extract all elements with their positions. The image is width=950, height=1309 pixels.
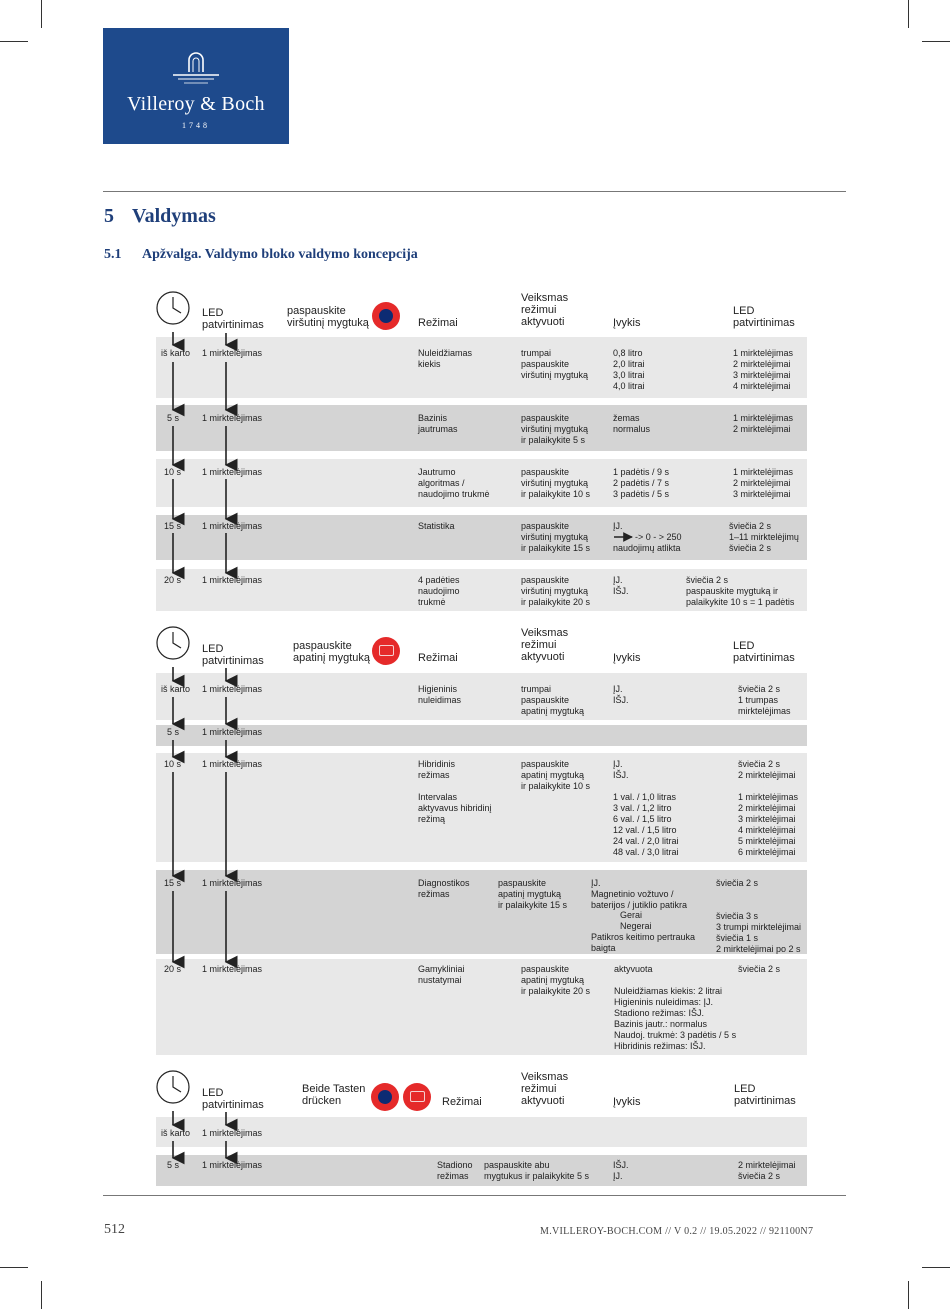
row-led-blink: 1 mirktelėjimas (202, 727, 263, 737)
row-action: paspauskite viršutinį mygtuką ir palaikykite 10 s (521, 467, 591, 499)
page-number: 512 (104, 1222, 125, 1237)
row-led: šviečia 2 s 1 trumpas mirktelėjimas (738, 684, 791, 716)
subsection-number: 5.1 (104, 247, 122, 262)
header-led-confirmation: LED patvirtinimas (734, 1083, 796, 1107)
row-event: ĮJ. (613, 521, 623, 531)
row-event: ĮJ. Magnetinio vožtuvo / baterijos / jutiklio patikra (591, 878, 688, 910)
row-led-blink: 1 mirktelėjimas (202, 521, 263, 531)
subsection-title: Apžvalga. Valdymo bloko valdymo koncepcija (142, 247, 418, 262)
header-led: LED patvirtinimas (202, 643, 264, 667)
row-led-blink: 1 mirktelėjimas (202, 759, 263, 769)
row-event: Gerai Negerai (620, 910, 652, 931)
row-mode: Higieninis nuleidimas (418, 684, 462, 705)
row-led: šviečia 3 s 3 trumpi mirktelėjimai šviečia 1 s 2 mirktelėjimai po 2 s (716, 911, 802, 954)
row-led: šviečia 2 s (716, 878, 759, 888)
row-led-blink: 1 mirktelėjimas (202, 413, 263, 423)
row-led: šviečia 2 s (738, 964, 781, 974)
row-mode: Nuleidžiamas kiekis (418, 348, 473, 369)
row-mode: Intervalas aktyvavus hibridinį režimą (418, 792, 492, 824)
row-action: paspauskite viršutinį mygtuką ir palaikykite 20 s (521, 575, 591, 607)
row-led: šviečia 2 s 2 mirktelėjimai (738, 759, 796, 780)
row-event: -> 0 - > 250 (635, 532, 682, 542)
row-event: Patikros keitimo pertrauka baigta (591, 932, 696, 953)
brand-year: 1748 (182, 121, 210, 130)
header-led-confirmation: LED patvirtinimas (733, 305, 795, 329)
row-time: 5 s (167, 413, 180, 423)
row-mode: 4 padėties naudojimo trukmė (418, 575, 460, 607)
row-time: 5 s (167, 727, 180, 737)
header-modes: Režimai (418, 652, 458, 664)
header-press-both: Beide Tasten drücken (302, 1083, 366, 1107)
row-action: paspauskite viršutinį mygtuką ir palaikykite 15 s (521, 521, 591, 553)
row-time: 15 s (164, 521, 182, 531)
row-mode: Hibridinis režimas (418, 759, 456, 780)
row-action: paspauskite apatinį mygtuką ir palaikykite 20 s (521, 964, 591, 996)
clock-icon (156, 1070, 190, 1104)
header-press-top: paspauskite viršutinį mygtuką (287, 305, 369, 329)
row-event: ĮJ. IŠJ. (613, 759, 629, 780)
row-led-blink: 1 mirktelėjimas (202, 684, 263, 694)
row-mode: Bazinis jautrumas (418, 413, 458, 434)
header-modes: Režimai (442, 1096, 482, 1108)
row-mode: Jautrumo algoritmas / naudojimo trukmė (418, 467, 490, 499)
row-led: 1 mirktelėjimas 2 mirktelėjimai (733, 413, 794, 434)
row-led: 1 mirktelėjimas 2 mirktelėjimai 3 mirktelėjimai 4 mirktelėjimai 5 mirktelėjimai 6 mirktelėjimai (738, 792, 799, 857)
row-event: ĮJ. IŠJ. (613, 575, 629, 596)
clock-icon (156, 291, 190, 325)
bottom-button-icon (372, 637, 400, 665)
header-action: Veiksmas režimui aktyvuoti (521, 1071, 569, 1107)
footer-meta: M.VILLEROY-BOCH.COM // V 0.2 // 19.05.2022 // 921100N7 (540, 1226, 814, 1237)
row-event: aktyvuota (614, 964, 653, 974)
row-time: iš karto (161, 1128, 191, 1138)
row-led: šviečia 2 s 1–11 mirktelėjimų šviečia 2 s (729, 521, 799, 553)
row-time: 10 s (164, 467, 182, 477)
row-event: IŠJ. ĮJ. (613, 1160, 629, 1181)
header-led: LED patvirtinimas (202, 307, 264, 331)
row-led-blink: 1 mirktelėjimas (202, 575, 263, 585)
row-led-blink: 1 mirktelėjimas (202, 348, 263, 358)
row-action: trumpai paspauskite viršutinį mygtuką (521, 348, 589, 380)
row-led: 1 mirktelėjimas 2 mirktelėjimai 3 mirktelėjimai (733, 467, 794, 499)
row-mode: Gamykliniai nustatymai (418, 964, 465, 985)
row-led-blink: 1 mirktelėjimas (202, 467, 263, 477)
header-action: Veiksmas režimui aktyvuoti (521, 627, 569, 663)
row-time: 15 s (164, 878, 182, 888)
header-modes: Režimai (418, 317, 458, 329)
row-action: trumpai paspauskite apatinį mygtuką (521, 684, 585, 716)
header-action: Veiksmas režimui aktyvuoti (521, 292, 569, 328)
row-event: žemas normalus (613, 413, 651, 434)
row-led-blink: 1 mirktelėjimas (202, 1160, 263, 1170)
row-event: naudojimų atlikta (613, 543, 681, 553)
top-button-icon (372, 302, 400, 330)
row-time: 20 s (164, 964, 182, 974)
section-number: 5 (104, 205, 114, 227)
row-action: paspauskite apatinį mygtuką ir palaikykite 10 s (521, 759, 591, 791)
row-event: 1 padėtis / 9 s 2 padėtis / 7 s 3 padėtis / 5 s (613, 467, 670, 499)
top-button-icon (371, 1083, 399, 1111)
row-mode: Diagnostikos režimas (418, 878, 470, 899)
row-led: 2 mirktelėjimai šviečia 2 s (738, 1160, 796, 1181)
row-event: 1 val. / 1,0 litras 3 val. / 1,2 litro 6 val. / 1,5 litro 12 val. / 1,5 litro 24 val. / 2,0 litrai 48 val. / 3,0 litrai (613, 792, 679, 857)
row-event: Nuleidžiamas kiekis: 2 litrai Higieninis nuleidimas: ĮJ. Stadiono režimas: IŠJ. Bazinis jautr.: normalus Naudoj. trukmė: 3 padėtis / 5 s Hibridinis režimas: IŠJ. (614, 986, 737, 1051)
row-led: šviečia 2 s paspauskite mygtuką ir palaikykite 10 s = 1 padėtis (686, 575, 795, 607)
header-event: Įvykis (613, 317, 641, 329)
row-time: 10 s (164, 759, 182, 769)
row-time: 5 s (167, 1160, 180, 1170)
row-event: 0,8 litro 2,0 litrai 3,0 litrai 4,0 litrai (613, 348, 645, 391)
row-led-blink: 1 mirktelėjimas (202, 1128, 263, 1138)
row-time: 20 s (164, 575, 182, 585)
brand-name: Villeroy & Boch (127, 93, 265, 115)
bottom-button-icon (403, 1083, 431, 1111)
section-title: Valdymas (132, 205, 216, 227)
header-press-bottom: paspauskite apatinį mygtuką (293, 640, 371, 664)
row-action: paspauskite abu mygtukus ir palaikykite 5 s (484, 1160, 590, 1181)
row-action: paspauskite viršutinį mygtuką ir palaikykite 5 s (521, 413, 589, 445)
row-led: 1 mirktelėjimas 2 mirktelėjimai 3 mirktelėjimai 4 mirktelėjimai (733, 348, 794, 391)
row-mode: Stadiono režimas (437, 1160, 473, 1181)
header-event: Įvykis (613, 1096, 641, 1108)
row-time: iš karto (161, 684, 191, 694)
row-led-blink: 1 mirktelėjimas (202, 964, 263, 974)
header-led-confirmation: LED patvirtinimas (733, 640, 795, 664)
row-mode: Statistika (418, 521, 455, 531)
row-led-blink: 1 mirktelėjimas (202, 878, 263, 888)
footer-rule (103, 1195, 846, 1196)
row-time: iš karto (161, 348, 191, 358)
header-led: LED patvirtinimas (202, 1087, 264, 1111)
header-event: Įvykis (613, 652, 641, 664)
clock-icon (156, 626, 190, 660)
row-action: paspauskite apatinį mygtuką ir palaikykite 15 s (498, 878, 568, 910)
row-event: ĮJ. IŠJ. (613, 684, 629, 705)
